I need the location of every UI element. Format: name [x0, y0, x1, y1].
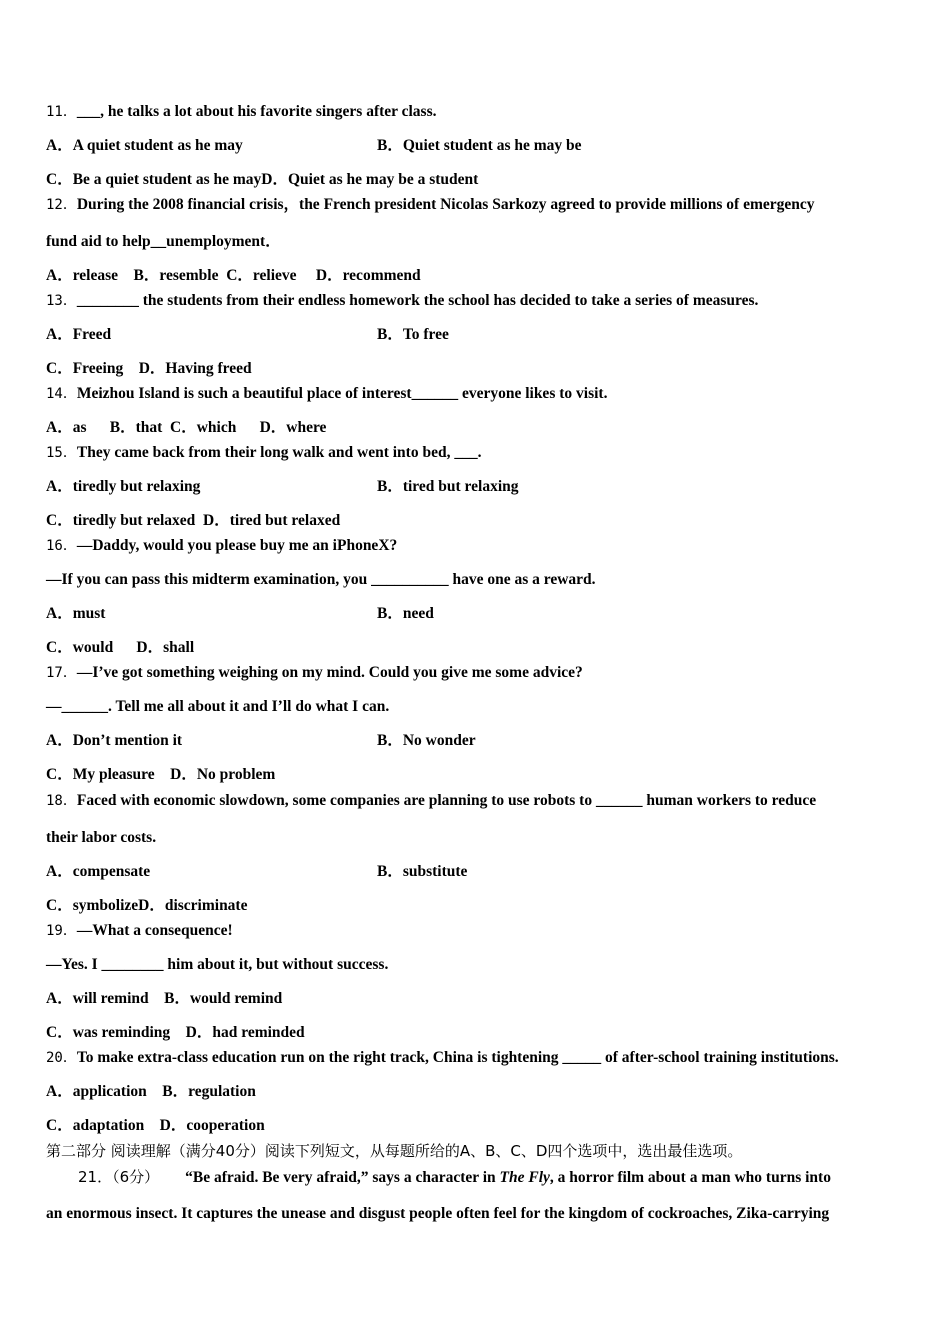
q11-option-b: B．Quiet student as he may be — [377, 137, 582, 154]
q17-option-a: A．Don’t mention it — [46, 732, 183, 749]
passage-21-number: 21．（6分） — [78, 1168, 160, 1186]
q14-options: A．as B．that C．which D．where — [46, 419, 327, 436]
q13-option-b: B．To free — [377, 326, 449, 343]
q15-option-b: B．tired but relaxing — [377, 478, 519, 495]
q12-number: 12． — [46, 197, 77, 213]
q12-options: A．release B．resemble C．relieve D．recommend — [46, 267, 421, 284]
q16-option-b: B．need — [377, 605, 434, 622]
q17-reply: —______. Tell me all about it and I’ll do what I can. — [46, 698, 390, 715]
q16-reply: —If you can pass this midterm examination, you __________ have one as a reward. — [46, 571, 596, 588]
q13-options-cd: C．Freeing D．Having freed — [46, 360, 252, 377]
q20-options-cd: C．adaptation D．cooperation — [46, 1117, 265, 1134]
q17-options-cd: C．My pleasure D．No problem — [46, 766, 276, 783]
q15-option-a: A．tiredly but relaxing — [46, 478, 201, 495]
q17-option-b: B．No wonder — [377, 732, 476, 749]
q11-stem: 11．___, he talks a lot about his favorite singers after class. — [46, 103, 437, 120]
q15-stem: 15．They came back from their long walk and went into bed, ___. — [46, 444, 482, 461]
q19-options-cd: C．was reminding D．had reminded — [46, 1024, 305, 1041]
q13-option-a: A．Freed — [46, 326, 112, 343]
q18-number: 18． — [46, 793, 77, 809]
q19-reply: —Yes. I ________ him about it, but without success. — [46, 956, 389, 973]
q16-stem: 16．—Daddy, would you please buy me an iPhoneX? — [46, 537, 398, 554]
q20-number: 20． — [46, 1050, 77, 1066]
q20-options-ab: A．application B．regulation — [46, 1083, 256, 1100]
q11-options-cd: C．Be a quiet student as he mayD．Quiet as he may be a student — [46, 171, 479, 188]
q19-number: 19． — [46, 923, 77, 939]
q12-stem: 12．During the 2008 financial crisis，the French president Nicolas Sarkozy agreed to provide millions of emergency — [46, 196, 815, 213]
q15-options-cd: C．tiredly but relaxed D．tired but relaxed — [46, 512, 341, 529]
q11-options-ab — [46, 136, 243, 156]
q16-options-cd: C．would D．shall — [46, 639, 195, 656]
q20-stem: 20．To make extra-class education run on the right track, China is tightening _____ of after-school training institutions. — [46, 1049, 839, 1066]
q17-number: 17． — [46, 665, 77, 681]
passage-21-line-1: 21．（6分） “Be afraid. Be very afraid,” says a character in The Fly, a horror film about a man who turns into — [78, 1168, 831, 1186]
film-title: The Fly — [499, 1169, 550, 1186]
q14-stem: 14．Meizhou Island is such a beautiful place of interest______ everyone likes to visit. — [46, 385, 608, 402]
q18-option-b: B．substitute — [377, 863, 468, 880]
section-heading: 第二部分 阅读理解（满分40分）阅读下列短文，从每题所给的A、B、C、D四个选项中，选出最佳选项。 — [46, 1142, 743, 1160]
q11-option-a: A．A quiet student as he may — [46, 137, 243, 154]
q19-options-ab: A．will remind B．would remind — [46, 990, 283, 1007]
q13-stem: 13．________ the students from their endless homework the school has decided to take a series of measures. — [46, 292, 759, 309]
q18-stem-cont: their labor costs. — [46, 829, 157, 846]
q13-number: 13． — [46, 293, 77, 309]
q18-options-cd: C．symbolizeD．discriminate — [46, 897, 248, 914]
q18-stem: 18．Faced with economic slowdown, some companies are planning to use robots to ______ human workers to reduce — [46, 792, 817, 809]
q11-number: 11． — [46, 104, 77, 120]
q18-option-a: A．compensate — [46, 863, 151, 880]
q16-number: 16． — [46, 538, 77, 554]
q17-stem: 17．—I’ve got something weighing on my mind. Could you give me some advice? — [46, 664, 583, 681]
q19-stem: 19．—What a consequence! — [46, 922, 233, 939]
q16-option-a: A．must — [46, 605, 106, 622]
q15-number: 15． — [46, 445, 77, 461]
q12-stem-cont: fund aid to help__unemployment． — [46, 233, 281, 250]
passage-21-line-2: an enormous insect. It captures the unease and disgust people often feel for the kingdom of cockroaches, Zika-carrying — [46, 1205, 830, 1222]
q14-number: 14． — [46, 386, 77, 402]
